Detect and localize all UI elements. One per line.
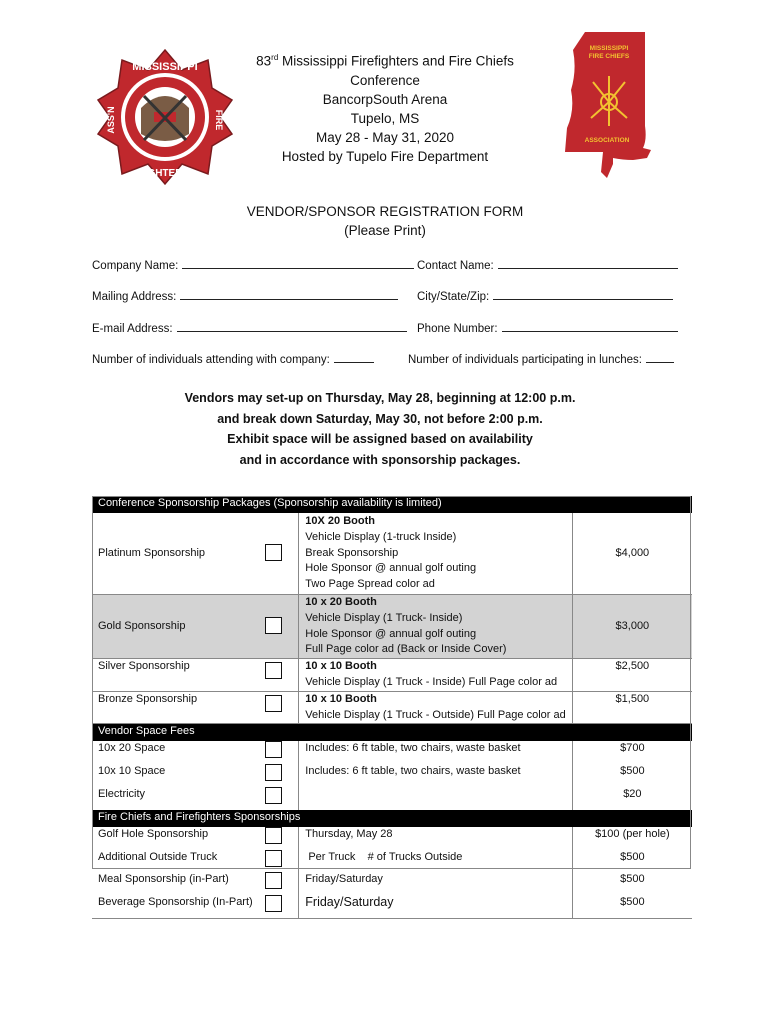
bronze-checkbox[interactable] [265,695,282,712]
vendor-10-price: $500 [620,765,645,778]
city-state-zip-field[interactable]: City/State/Zip: [417,289,673,303]
table-row-golf [92,827,692,850]
notice-line-1: Vendors may set-up on Thursday, May 28, beginning at 12:00 p.m. [184,391,576,405]
gold-checkbox[interactable] [265,617,282,634]
vendor-10-checkbox[interactable] [265,764,282,781]
sponsorship-table [92,496,692,919]
gold-detail-2: Hole Sponsor @ annual golf outing [305,627,477,640]
vendor-20-label: 10x 20 Space [98,742,166,755]
electricity-desc [299,787,572,810]
bronze-detail: Vehicle Display (1 Truck - Outside) Full Page color ad [305,708,566,721]
electricity-price: $20 [623,787,642,800]
header-dates: May 28 - May 31, 2020 [315,129,455,145]
platinum-price: $4,000 [572,513,692,594]
vendor-10-label: 10x 10 Space [98,765,166,778]
company-name-field[interactable]: Company Name: [92,258,414,272]
form-title-main: VENDOR/SPONSOR REGISTRATION FORM [246,204,524,219]
golf-price: $100 (per hole) [595,827,670,840]
chiefs-bottom-text: ASSOCIATION [584,137,630,144]
logo-left-text: ASS'N [106,106,116,134]
meal-label: Meal Sponsorship (in-Part) [98,873,229,886]
notice-line-4: and in accordance with sponsorship packages. [239,452,521,467]
form-title [200,202,570,240]
meal-checkbox[interactable] [265,872,282,889]
silver-checkbox[interactable] [265,662,282,679]
mffa-logo [96,48,234,186]
chiefs-top-text: MISSISSIPPI FIRE CHIEFS [588,45,630,60]
table-row-vendor-10 [92,764,692,787]
header-line-2: Conference [350,72,420,88]
vendor-20-checkbox[interactable] [265,741,282,758]
table-row-electricity [92,787,692,810]
header-line-1: 83rd Mississippi Firefighters and Fire Chiefs [256,53,514,69]
bronze-price: $1,500 [572,691,692,724]
gold-label: Gold Sponsorship [92,594,259,658]
mfca-logo [563,30,653,180]
beverage-price: $500 [572,895,692,918]
table-row-silver [92,659,692,692]
truck-desc: Per Truck # of Trucks Outside [299,850,572,873]
platinum-booth: 10X 20 Booth [305,515,375,527]
table-row-beverage [92,895,692,918]
header-host: Hosted by Tupelo Fire Department [281,148,489,164]
gold-booth: 10 x 20 Booth [305,595,377,608]
header-city: Tupelo, MS [350,110,420,126]
platinum-detail-4: Two Page Spread color ad [305,578,435,591]
vendor-20-desc: Includes: 6 ft table, two chairs, waste basket [299,741,572,764]
truck-price: $500 [620,850,645,863]
table-row-vendor-20 [92,741,692,764]
golf-desc: Thursday, May 28 [299,827,572,850]
beverage-desc: Friday/Saturday [299,895,572,918]
table-row-meal [92,872,692,895]
vendor-20-price: $700 [620,742,645,755]
logo-right-text: FIRE [214,109,224,131]
lunch-count-field[interactable]: Number of individuals participating in lunches: [408,352,674,366]
contact-name-field[interactable]: Contact Name: [417,258,678,272]
beverage-label: Beverage Sponsorship (In-Part) [92,895,259,918]
header-venue: BancorpSouth Arena [322,91,448,107]
table-row-platinum [92,513,692,594]
phone-field[interactable]: Phone Number: [417,321,678,335]
table-row-bronze [92,691,692,724]
silver-detail: Vehicle Display (1 Truck - Inside) Full Page color ad [305,675,558,688]
section-header-vendor: Vendor Space Fees [92,724,692,742]
truck-label: Additional Outside Truck [98,850,218,863]
truck-checkbox[interactable] [265,850,282,867]
platinum-detail-3: Hole Sponsor @ annual golf outing [305,562,477,575]
bronze-booth: 10 x 10 Booth [305,692,377,705]
platinum-label: Platinum Sponsorship [92,513,259,594]
table-row-gold [92,594,692,658]
bronze-label: Bronze Sponsorship [92,691,259,724]
attending-count-field[interactable]: Number of individuals attending with company: [92,352,374,366]
conference-header [230,48,540,166]
email-field[interactable]: E-mail Address: [92,321,407,335]
form-title-sub: (Please Print) [344,223,426,238]
silver-label: Silver Sponsorship [92,659,259,692]
golf-label: Golf Hole Sponsorship [98,827,209,840]
logo-top-text: MISSISSIPPI [132,61,198,73]
gold-price: $3,000 [572,594,692,658]
notice-line-2: and break down Saturday, May 30, not before 2:00 p.m. [217,411,543,426]
gold-detail-3: Full Page color ad (Back or Inside Cover) [305,643,507,656]
platinum-checkbox[interactable] [265,544,282,561]
table-row-truck [92,850,692,873]
section-header-conference: Conference Sponsorship Packages (Sponsorship availability is limited) [92,496,692,513]
beverage-checkbox[interactable] [265,895,282,912]
gold-detail-1: Vehicle Display (1 Truck- Inside) [305,611,463,624]
golf-checkbox[interactable] [265,827,282,844]
meal-price: $500 [620,873,645,886]
mailing-address-field[interactable]: Mailing Address: [92,289,398,303]
setup-notice [130,388,630,470]
electricity-checkbox[interactable] [265,787,282,804]
logo-bottom-text: FIGHTER'S [138,168,192,179]
section-header-fire: Fire Chiefs and Firefighters Sponsorships [92,810,692,827]
vendor-10-desc: Includes: 6 ft table, two chairs, waste basket [299,764,572,787]
electricity-label: Electricity [98,787,146,800]
silver-booth: 10 x 10 Booth [305,660,377,673]
meal-desc: Friday/Saturday [299,872,572,895]
silver-price: $2,500 [572,659,692,692]
platinum-detail-2: Break Sponsorship [305,546,399,559]
platinum-detail-1: Vehicle Display (1-truck Inside) [305,530,457,543]
notice-line-3: Exhibit space will be assigned based on availability [227,432,533,446]
